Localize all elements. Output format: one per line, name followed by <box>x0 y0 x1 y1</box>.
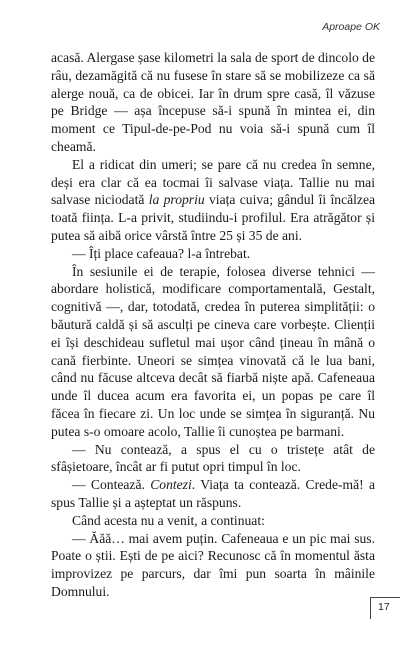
dialogue-line: — Nu contează, a spus el cu o tristețe atât de sfâșietoare, încât ar fi putut opri timpul în loc. <box>51 441 375 475</box>
page-number: 17 <box>378 601 390 613</box>
paragraph: În sesiunile ei de terapie, folosea diverse tehnici — abordare holistică, modificare comportamentală, Gestalt, cognitivă —, dar, totodată, credea în puterea simplității: o băutură caldă și să asculți pe cineva care vorbește. Clienții ei își deschideau sufletul mai ușor când țineau în mână o cană fierbinte. Uneori se simțea vinovată că le lua bani, când nu făcuse altceva decât să fiarbă niște apă. Cafeneaua unde îl ducea acum era favorita ei, un popas pe care îl făcea în fiecare zi. Un loc unde se simțea în siguranță. Nu putea s-o omoare acolo, Tallie îi cunoștea pe barmani. <box>51 263 375 439</box>
folio-divider <box>370 597 371 619</box>
paragraph-text: viața cuiva; gândul îi încălzea toată ființa. L-a privit, studiindu-i profilul. Era atrăgător și putea să aibă orice vârstă între 25 și 35 de ani. <box>51 192 376 243</box>
folio-rule <box>370 597 400 598</box>
dialogue-line <box>51 476 375 512</box>
dialogue-line: — Îți place cafeaua? l-a întrebat. <box>72 245 251 261</box>
emphasis-text: Contezi <box>150 477 192 493</box>
running-header: Aproape OK <box>322 21 380 33</box>
paragraph: acasă. Alergase șase kilometri la sala de sport de dincolo de râu, dezamăgită că nu fusese în stare să se mobilizeze ca să alerge nouă, ca de obicei. Iar în drum spre casă, îl văzuse pe Bridge — așa începuse să-i spună în mintea ei, din moment ce Tipul-de-pe-Pod nu voia să-i spună cum îl cheamă. <box>51 50 375 154</box>
dialogue-line: — Ăăă… mai avem puțin. Cafeneaua e un pic mai sus. Poate o știi. Ești de pe aici? Recunosc că în momentul ăsta improvizez pe parcurs, dar îmi pun soarta în mâinile Domnului. <box>51 530 375 599</box>
body-text <box>51 49 375 601</box>
paragraph: Când acesta nu a venit, a continuat: <box>72 512 265 528</box>
paragraph-text: El a ridicat din umeri; se pare că nu credea în semne, deși era clar că ea tocmai îi salvase viața. Tallie nu mai salvase niciodată <box>51 156 375 208</box>
emphasis-text: la propriu <box>148 192 205 208</box>
paragraph-text: — Contează. <box>72 477 151 493</box>
paragraph-text: . Viața ta contează. Crede-mă! a spus Tallie și a așteptat un răspuns. <box>51 477 375 510</box>
paragraph <box>51 156 375 245</box>
